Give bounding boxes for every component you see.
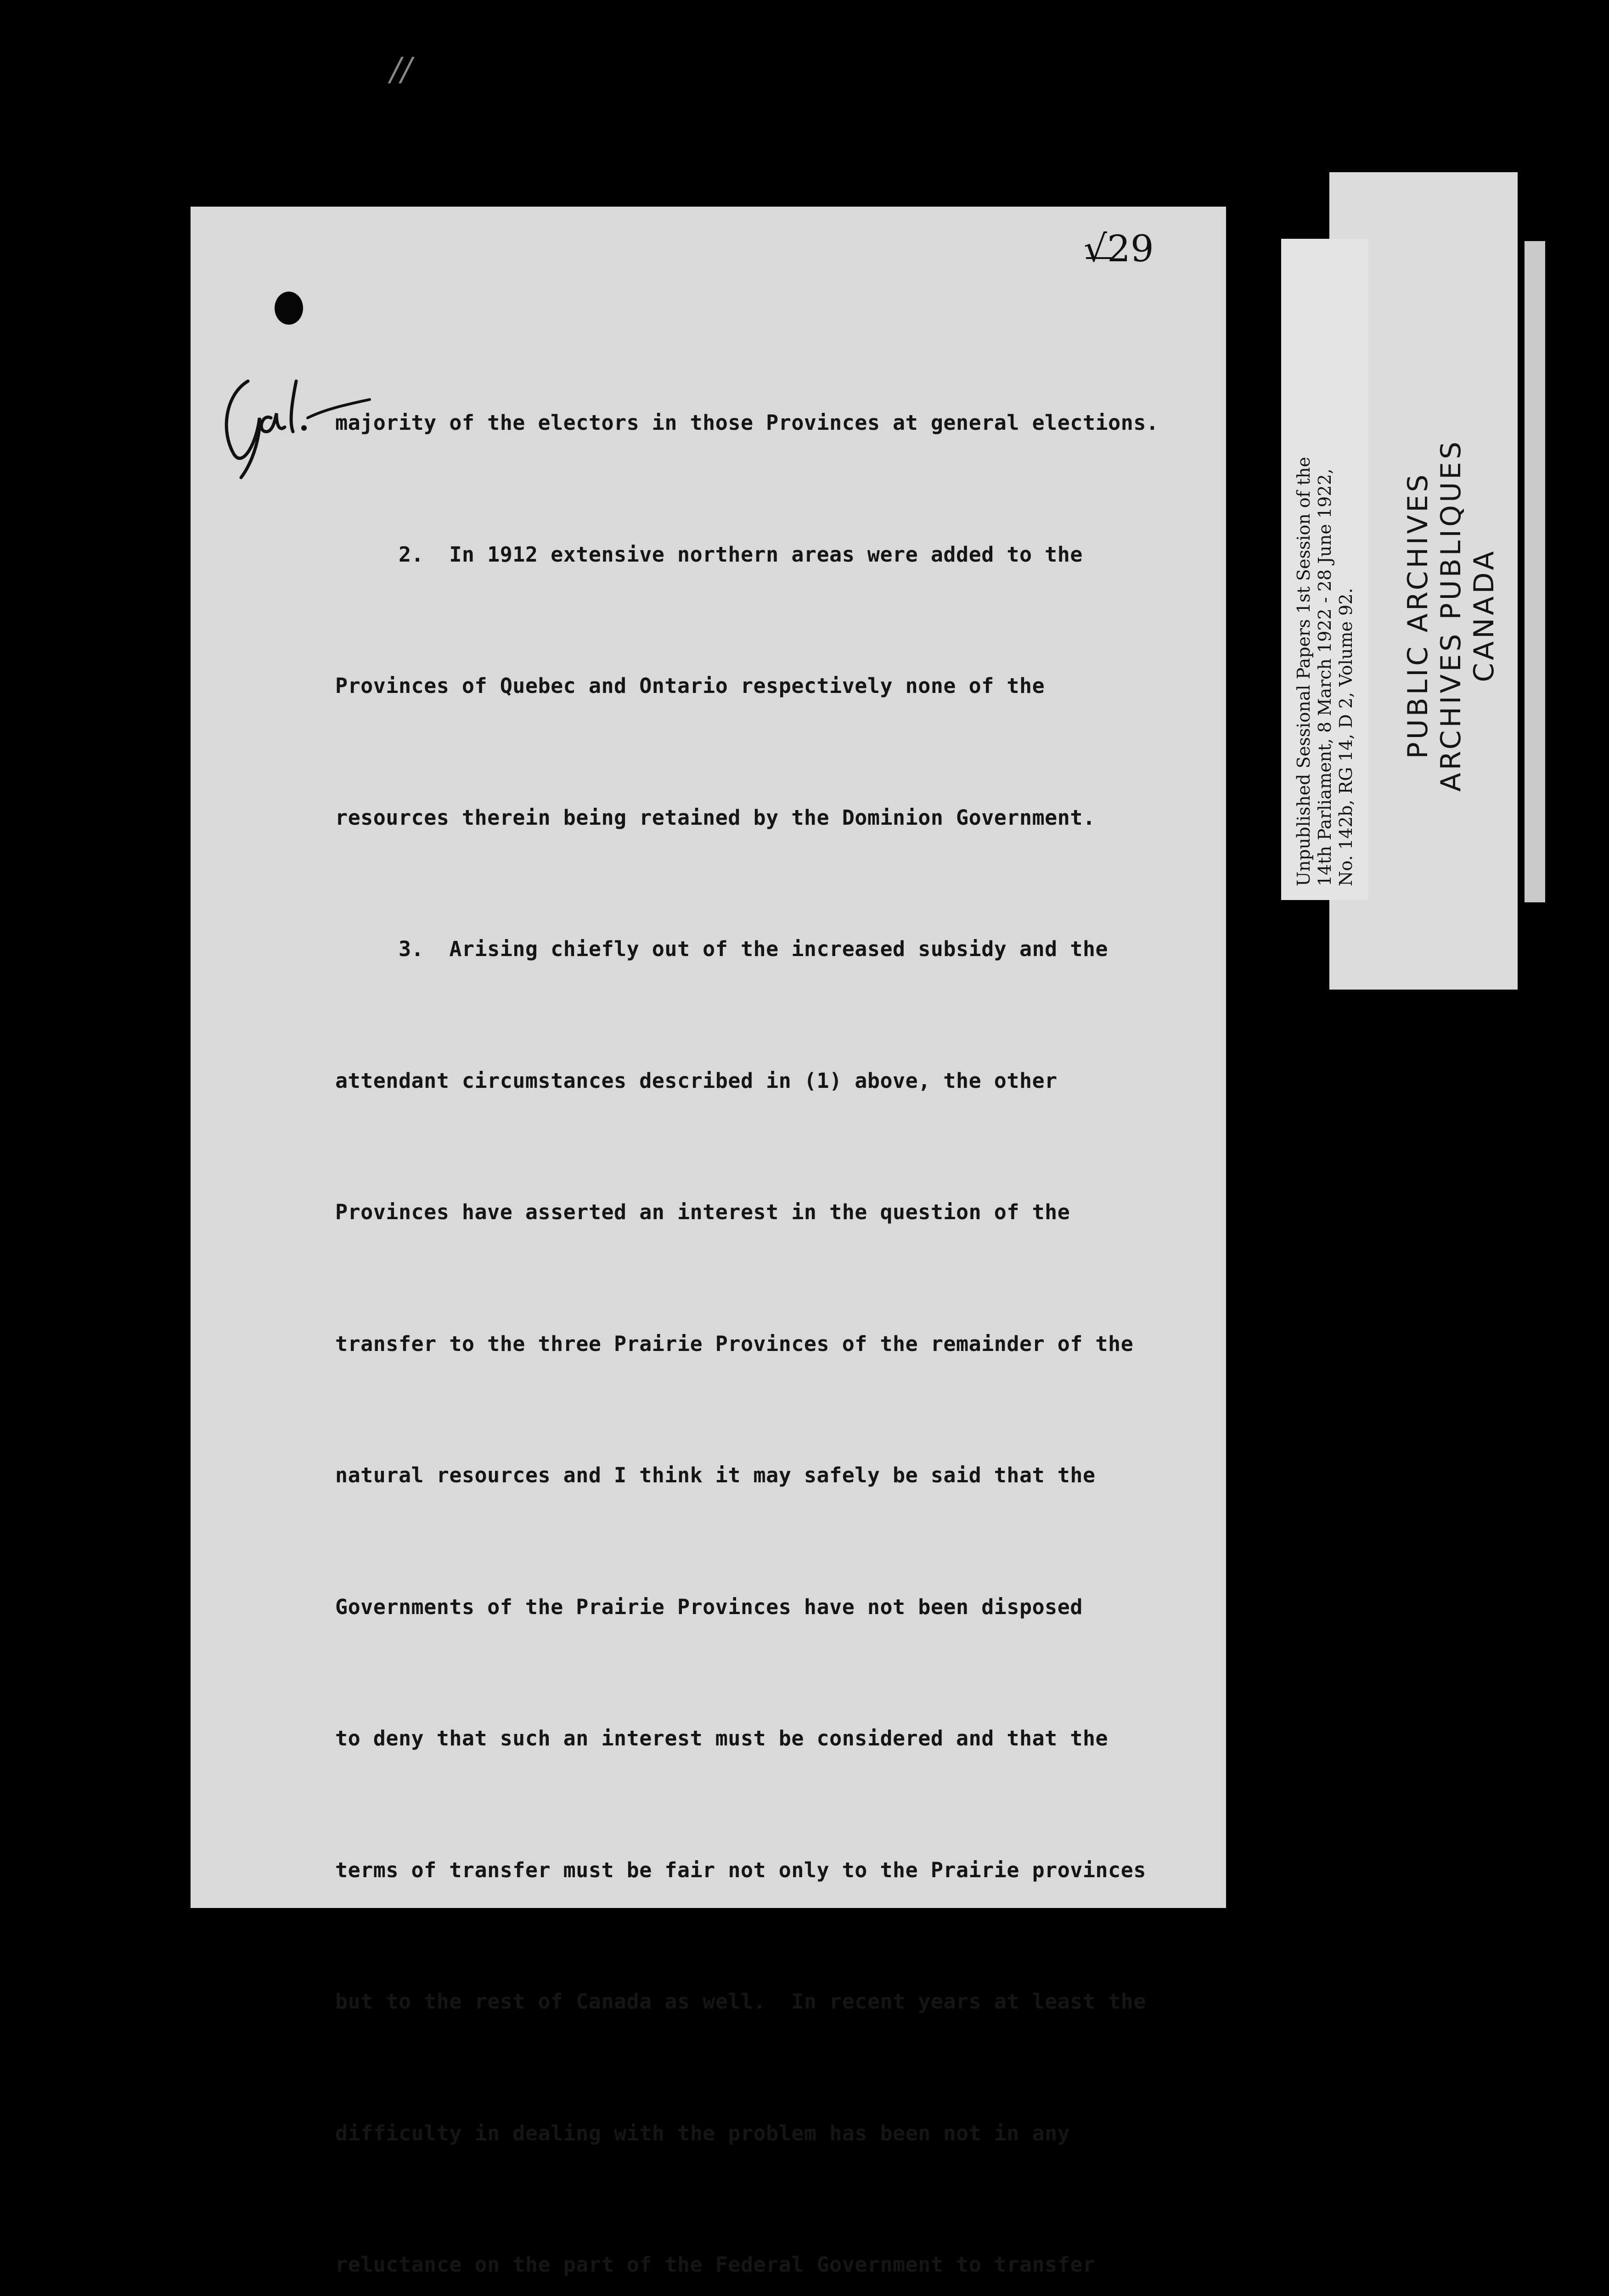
document-body (335, 313, 1198, 2296)
text-line: terms of transfer must be fair not only to the Prairie provinces (335, 1857, 1146, 1882)
text-line: natural resources and I think it may safely be said that the (335, 1463, 1096, 1487)
archives-stamp-line: CANADA (1468, 548, 1500, 682)
text-line: to deny that such an interest must be considered and that the (335, 1726, 1108, 1750)
text-line: Provinces of Quebec and Ontario respectively none of the (335, 674, 1045, 698)
text-line: but to the rest of Canada as well. In recent years at least the (335, 1989, 1146, 2014)
text-line: transfer to the three Prairie Provinces of the remainder of the (335, 1331, 1134, 1356)
folio-number: √29 (1084, 227, 1154, 270)
punch-hole (275, 292, 303, 325)
archive-label-line: 14th Parliament, 8 March 1922 - 28 June 1922, (1315, 468, 1335, 886)
text-line: majority of the electors in those Provinces at general elections. (335, 411, 1159, 435)
archive-label-card (1281, 239, 1368, 900)
text-line: 3. Arising chiefly out of the increased subsidy and the (335, 937, 1108, 961)
archives-stamp-line: PUBLIC ARCHIVES (1402, 472, 1434, 759)
archive-label-line: Unpublished Sessional Papers 1st Session of the (1294, 456, 1314, 886)
text-line: 2. In 1912 extensive northern areas were added to the (335, 542, 1083, 567)
archives-stamp (1396, 409, 1506, 822)
archives-stamp-text (1401, 418, 1501, 813)
archive-tab-fold (1525, 241, 1545, 902)
text-line: difficulty in dealing with the problem has been not in any (335, 2121, 1070, 2145)
text-line: Governments of the Prairie Provinces have not been disposed (335, 1594, 1083, 1619)
archive-label-text (1293, 253, 1356, 886)
text-line: attendant circumstances described in (1) above, the other (335, 1068, 1058, 1093)
text-line: resources therein being retained by the Dominion Government. (335, 805, 1096, 830)
text-line: Provinces have asserted an interest in the question of the (335, 1200, 1070, 1224)
top-margin-mark: // (390, 51, 412, 88)
archives-stamp-line: ARCHIVES PUBLIQUES (1435, 439, 1467, 792)
text-line: reluctance on the part of the Federal Government to transfer (335, 2252, 1096, 2277)
archive-label-line: No. 142b, RG 14, D 2, Volume 92. (1336, 588, 1356, 886)
